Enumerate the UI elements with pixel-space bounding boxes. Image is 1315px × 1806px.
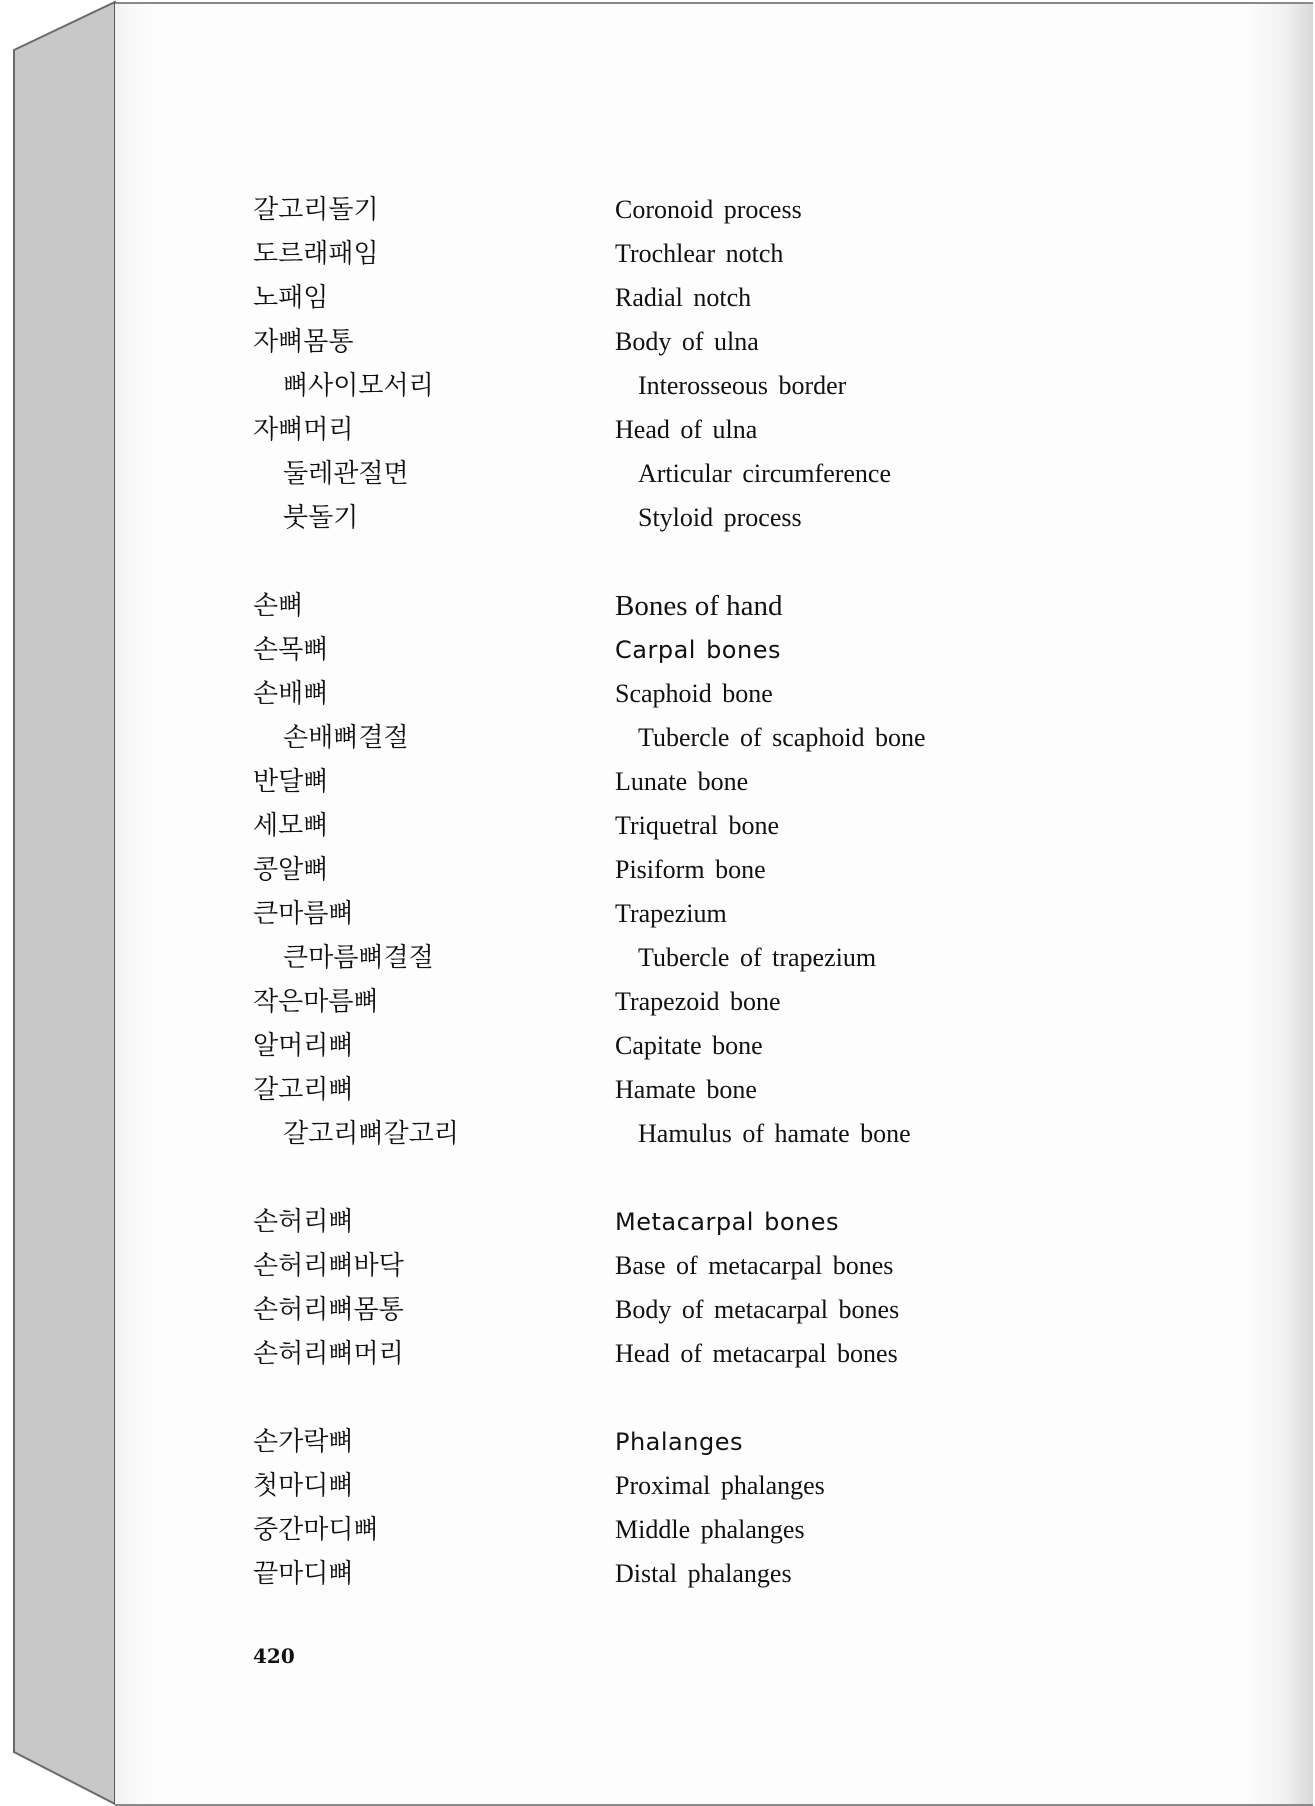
korean-term: 큰마름뼈: [253, 899, 354, 929]
glossary-entry: [115, 1290, 1115, 1330]
english-term: Pisiform bone: [615, 855, 766, 884]
glossary-entry: [115, 674, 1115, 714]
glossary-entry: [115, 762, 1115, 802]
glossary-entry: [115, 630, 1115, 670]
korean-term: 반달뼈: [253, 767, 329, 797]
korean-term: 손뼈: [253, 591, 304, 621]
glossary-subentry: [115, 498, 1115, 538]
glossary-entry: [115, 850, 1115, 890]
glossary-subentry: [115, 1114, 1115, 1154]
glossary-entry: [115, 1246, 1115, 1286]
glossary-subentry: [115, 366, 1115, 406]
glossary-entry: [115, 1510, 1115, 1550]
glossary-list: [115, 4, 1313, 1804]
book-page: [115, 2, 1313, 1806]
korean-term: 큰마름뼈결절: [283, 943, 434, 973]
english-term: Triquetral bone: [615, 811, 780, 840]
glossary-subentry: [115, 938, 1115, 978]
korean-term: 손가락뼈: [253, 1427, 354, 1457]
korean-term: 콩알뼈: [253, 855, 329, 885]
korean-term: 끝마디뼈: [253, 1559, 354, 1589]
english-term: Body of metacarpal bones: [615, 1295, 900, 1324]
english-term: Styloid process: [638, 503, 802, 532]
glossary-entry: [115, 806, 1115, 846]
glossary-subentry: [115, 454, 1115, 494]
glossary-section-heading: [115, 1422, 1115, 1462]
english-term: Capitate bone: [615, 1031, 763, 1060]
korean-term: 노패임: [253, 283, 329, 313]
glossary-section-heading: [115, 586, 1115, 626]
korean-term: 손배뼈: [253, 679, 329, 709]
english-term: Radial notch: [615, 283, 752, 312]
english-term: Hamate bone: [615, 1075, 757, 1104]
english-term: Trapezoid bone: [615, 987, 781, 1016]
glossary-entry: [115, 982, 1115, 1022]
english-term: Lunate bone: [615, 767, 749, 796]
english-term: Distal phalanges: [615, 1559, 792, 1588]
english-term: Base of metacarpal bones: [615, 1251, 894, 1280]
korean-term: 손허리뼈머리: [253, 1339, 404, 1369]
korean-term: 갈고리돌기: [253, 195, 379, 225]
english-term: Bones of hand: [615, 590, 783, 622]
korean-term: 손목뼈: [253, 635, 329, 665]
korean-term: 붓돌기: [283, 503, 359, 533]
glossary-entry: [115, 1554, 1115, 1594]
english-term: Interosseous border: [638, 371, 847, 400]
english-term: Proximal phalanges: [615, 1471, 825, 1500]
korean-term: 둘레관절면: [283, 459, 409, 489]
glossary-entry: [115, 1334, 1115, 1374]
glossary-entry: [115, 1070, 1115, 1110]
english-term: Trapezium: [615, 899, 727, 928]
korean-term: 중간마디뼈: [253, 1515, 379, 1545]
glossary-subentry: [115, 718, 1115, 758]
english-term: Articular circumference: [638, 459, 892, 488]
english-term: Scaphoid bone: [615, 679, 773, 708]
korean-term: 갈고리뼈갈고리: [283, 1119, 459, 1149]
glossary-entry: [115, 1466, 1115, 1506]
glossary-entry: [115, 278, 1115, 318]
korean-term: 첫마디뼈: [253, 1471, 354, 1501]
glossary-section-heading: [115, 1202, 1115, 1242]
glossary-entry: [115, 894, 1115, 934]
korean-term: 세모뼈: [253, 811, 329, 841]
english-term: Body of ulna: [615, 327, 759, 356]
page-number: 420: [253, 1644, 295, 1668]
korean-term: 손허리뼈바닥: [253, 1251, 404, 1281]
english-term: Trochlear notch: [615, 239, 784, 268]
english-term: Carpal bones: [615, 636, 781, 664]
glossary-entry: [115, 190, 1115, 230]
korean-term: 손허리뼈몸통: [253, 1295, 404, 1325]
korean-term: 갈고리뼈: [253, 1075, 354, 1105]
english-term: Tubercle of trapezium: [638, 943, 877, 972]
glossary-entry: [115, 322, 1115, 362]
korean-term: 뼈사이모서리: [283, 371, 434, 401]
english-term: Middle phalanges: [615, 1515, 805, 1544]
english-term: Metacarpal bones: [615, 1208, 839, 1236]
english-term: Head of ulna: [615, 415, 758, 444]
korean-term: 자뼈머리: [253, 415, 354, 445]
korean-term: 도르래패임: [253, 239, 379, 269]
korean-term: 자뼈몸통: [253, 327, 354, 357]
glossary-entry: [115, 410, 1115, 450]
korean-term: 손배뼈결절: [283, 723, 409, 753]
korean-term: 작은마름뼈: [253, 987, 379, 1017]
english-term: Coronoid process: [615, 195, 802, 224]
english-term: Tubercle of scaphoid bone: [638, 723, 926, 752]
english-term: Hamulus of hamate bone: [638, 1119, 911, 1148]
english-term: Phalanges: [615, 1428, 743, 1456]
glossary-entry: [115, 1026, 1115, 1066]
glossary-entry: [115, 234, 1115, 274]
english-term: Head of metacarpal bones: [615, 1339, 898, 1368]
korean-term: 손허리뼈: [253, 1207, 354, 1237]
korean-term: 알머리뼈: [253, 1031, 354, 1061]
